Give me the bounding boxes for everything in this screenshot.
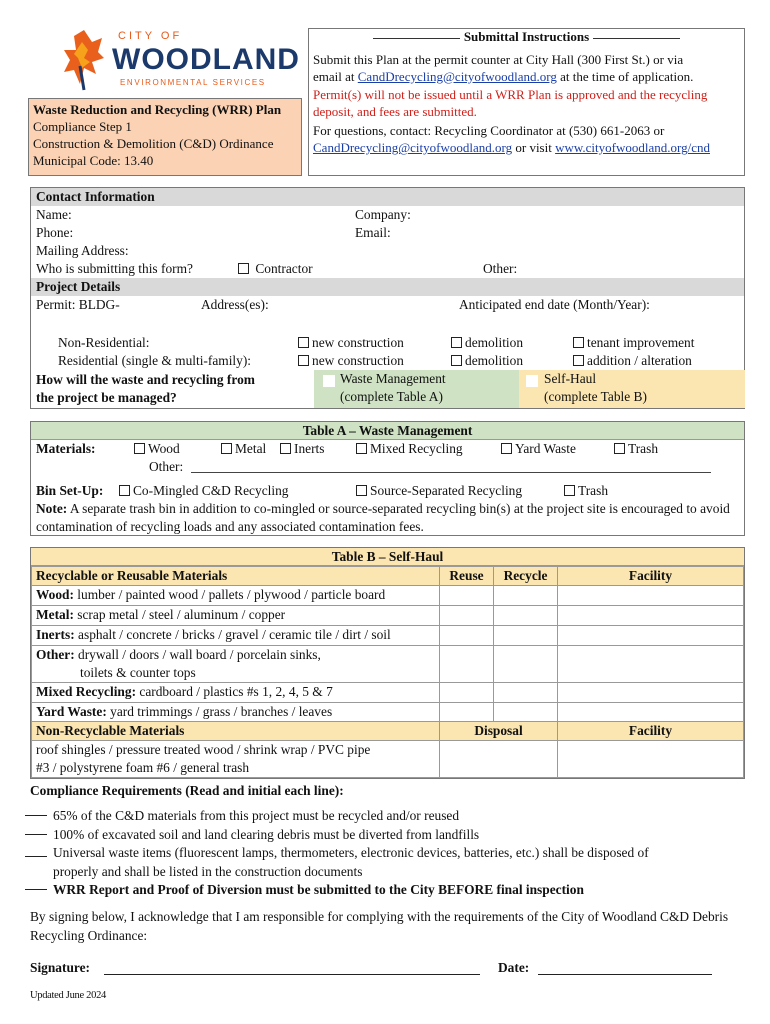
materials-label: Materials: bbox=[36, 441, 96, 456]
reuse-cell[interactable] bbox=[440, 703, 494, 722]
compliance-item-3[interactable]: Universal waste items (fluorescent lamps, thermometers, electronic devices, batteries, etc.) shall be disposed of bbox=[25, 844, 745, 863]
contact-row-4 bbox=[31, 260, 744, 278]
bin-source-checkbox[interactable]: Source-Separated Recycling bbox=[356, 482, 522, 500]
table-a-title: Table A – Waste Management bbox=[31, 422, 744, 440]
nonrec-header bbox=[32, 722, 744, 741]
bin-trash-checkbox[interactable]: Trash bbox=[564, 482, 608, 500]
project-heading: Project Details bbox=[31, 278, 744, 296]
mailing-label[interactable]: Mailing Address: bbox=[36, 243, 129, 258]
leaf-flame-logo-icon bbox=[62, 28, 106, 92]
table-b-header bbox=[32, 567, 744, 586]
col-reuse: Reuse bbox=[440, 567, 494, 586]
facility-cell[interactable] bbox=[558, 606, 744, 626]
compliance-item-4[interactable]: WRR Report and Proof of Diversion must be submitted to the City BEFORE final inspection bbox=[25, 881, 745, 900]
self-haul-table bbox=[31, 566, 744, 778]
other-materials-row bbox=[31, 458, 744, 476]
binsetup-label: Bin Set-Up: bbox=[36, 483, 104, 498]
bin-comingled-checkbox[interactable]: Co-Mingled C&D Recycling bbox=[119, 482, 288, 500]
contractor-checkbox[interactable]: Contractor bbox=[238, 260, 313, 278]
table-row: Other: drywall / doors / wall board / porcelain sinks, toilets & counter tops bbox=[32, 646, 744, 683]
recycle-cell[interactable] bbox=[494, 646, 558, 683]
col-disposal: Disposal bbox=[440, 722, 558, 741]
email-link[interactable]: CandDrecycling@cityofwoodland.org bbox=[357, 68, 557, 84]
facility-cell[interactable] bbox=[558, 646, 744, 683]
city-logo bbox=[60, 28, 300, 94]
contact-project-section bbox=[30, 187, 745, 409]
how-question: How will the waste and recycling from the project be managed? bbox=[36, 372, 255, 405]
table-b-title: Table B – Self-Haul bbox=[31, 548, 744, 566]
other-materials-line[interactable] bbox=[191, 472, 711, 473]
signature-label: Signature: bbox=[30, 960, 91, 975]
compliance-item-1[interactable]: 65% of the C&D materials from this project must be recycled and/or reused bbox=[25, 807, 745, 826]
submittal-contact2: CandDrecycling@cityofwoodland.org or visit www.cityofwoodland.org/cnd bbox=[313, 140, 710, 156]
who-label: Who is submitting this form? bbox=[36, 261, 193, 276]
mat-mixed-checkbox[interactable]: Mixed Recycling bbox=[356, 440, 463, 458]
logo-city-text: CITY OF bbox=[118, 30, 183, 42]
other-materials-label: Other: bbox=[149, 459, 184, 474]
contact-heading: Contact Information bbox=[31, 188, 744, 206]
mat-trash-checkbox[interactable]: Trash bbox=[614, 440, 658, 458]
plan-title: Waste Reduction and Recycling (WRR) Plan bbox=[33, 102, 282, 117]
col-facility: Facility bbox=[558, 567, 744, 586]
nonres-new-checkbox[interactable]: new construction bbox=[298, 334, 404, 352]
date-line[interactable] bbox=[538, 974, 712, 975]
contact-row-1 bbox=[31, 206, 744, 224]
table-row: Yard Waste: yard trimmings / grass / branches / leaves bbox=[32, 703, 744, 722]
email-link-2[interactable]: CandDrecycling@cityofwoodland.org bbox=[313, 140, 513, 156]
address-label[interactable]: Address(es): bbox=[201, 297, 269, 312]
facility-cell[interactable] bbox=[558, 703, 744, 722]
table-b bbox=[30, 547, 745, 779]
submittal-box bbox=[308, 28, 745, 176]
submittal-warning: Permit(s) will not be issued until a WRR Plan is approved and the recycling deposit, and fees are submitted. bbox=[313, 86, 708, 119]
permit-label[interactable]: Permit: BLDG- bbox=[36, 297, 120, 312]
materials-row bbox=[31, 440, 744, 458]
res-demo-checkbox[interactable]: demolition bbox=[451, 352, 523, 370]
addition-checkbox[interactable]: addition / alteration bbox=[573, 352, 692, 370]
submittal-line1: Submit this Plan at the permit counter at City Hall (300 First St.) or via bbox=[313, 51, 684, 67]
compliance-item-2[interactable]: 100% of excavated soil and land clearing debris must be diverted from landfills bbox=[25, 826, 745, 845]
mat-metal-checkbox[interactable]: Metal bbox=[221, 440, 266, 458]
compliance-heading: Compliance Requirements (Read and initial each line): bbox=[30, 783, 344, 798]
facility-cell[interactable] bbox=[558, 586, 744, 606]
logo-name-text: WOODLAND bbox=[112, 43, 300, 76]
phone-label[interactable]: Phone: bbox=[36, 225, 74, 240]
nonres-row bbox=[31, 334, 744, 352]
facility-cell[interactable] bbox=[558, 626, 744, 646]
col-materials: Recyclable or Reusable Materials bbox=[32, 567, 440, 586]
contact-row-2 bbox=[31, 224, 744, 242]
compliance-list bbox=[25, 807, 745, 900]
mat-inerts-checkbox[interactable]: Inerts bbox=[280, 440, 325, 458]
binsetup-row bbox=[31, 482, 744, 500]
res-row bbox=[31, 352, 744, 370]
col-nonrec-facility: Facility bbox=[558, 722, 744, 741]
updated-date: Updated June 2024 bbox=[30, 990, 106, 1001]
email-label[interactable]: Email: bbox=[355, 225, 391, 240]
reuse-cell[interactable] bbox=[440, 626, 494, 646]
reuse-cell[interactable] bbox=[440, 606, 494, 626]
recycle-cell[interactable] bbox=[494, 703, 558, 722]
table-row: Inerts: asphalt / concrete / bricks / gravel / ceramic tile / dirt / soil bbox=[32, 626, 744, 646]
table-a bbox=[30, 421, 745, 536]
plan-info-box bbox=[28, 98, 302, 176]
submittal-contact: For questions, contact: Recycling Coordinator at (530) 661-2063 or bbox=[313, 123, 665, 139]
company-label[interactable]: Company: bbox=[355, 207, 411, 222]
nonrec-facility-cell[interactable] bbox=[558, 741, 744, 778]
plan-ordinance: Construction & Demolition (C&D) Ordinance bbox=[33, 135, 274, 151]
mat-yard-checkbox[interactable]: Yard Waste bbox=[501, 440, 576, 458]
end-date-label[interactable]: Anticipated end date (Month/Year): bbox=[459, 297, 650, 312]
table-row: roof shingles / pressure treated wood / shrink wrap / PVC pipe #3 / polystyrene foam #6 / general trash bbox=[32, 741, 744, 778]
recycle-cell[interactable] bbox=[494, 683, 558, 703]
table-row: Metal: scrap metal / steel / aluminum / copper bbox=[32, 606, 744, 626]
col-nonrec: Non-Recyclable Materials bbox=[32, 722, 440, 741]
spacer-row bbox=[31, 314, 744, 334]
nonres-demo-checkbox[interactable]: demolition bbox=[451, 334, 523, 352]
table-row: Wood: lumber / painted wood / pallets / plywood / particle board bbox=[32, 586, 744, 606]
col-recycle: Recycle bbox=[494, 567, 558, 586]
plan-step: Compliance Step 1 bbox=[33, 118, 132, 134]
table-a-note: Note: A separate trash bin in addition to co-mingled or source-separated recycling bin(s) at the project site is encouraged to avoid contamination of recycling loads and any associated contamination fees. bbox=[36, 501, 730, 534]
recycle-cell[interactable] bbox=[494, 606, 558, 626]
waste-management-option[interactable]: Waste Management (complete Table A) bbox=[314, 370, 519, 408]
project-row-1 bbox=[31, 296, 744, 314]
res-new-checkbox[interactable]: new construction bbox=[298, 352, 404, 370]
management-row bbox=[31, 370, 744, 408]
contact-row-3 bbox=[31, 242, 744, 260]
tenant-checkbox[interactable]: tenant improvement bbox=[573, 334, 694, 352]
compliance-item-3b: properly and shall be listed in the construction documents bbox=[53, 863, 363, 879]
date-label: Date: bbox=[498, 960, 530, 975]
logo-env-text: ENVIRONMENTAL SERVICES bbox=[120, 78, 266, 87]
recycle-cell[interactable] bbox=[494, 586, 558, 606]
reuse-cell[interactable] bbox=[440, 586, 494, 606]
mat-wood-checkbox[interactable]: Wood bbox=[134, 440, 180, 458]
submittal-line2: email at CandDrecycling@cityofwoodland.org at the time of application. bbox=[313, 68, 694, 84]
self-haul-option[interactable]: Self-Haul (complete Table B) bbox=[519, 370, 745, 408]
table-row: Mixed Recycling: cardboard / plastics #s 1, 2, 4, 5 & 7 bbox=[32, 683, 744, 703]
reuse-cell[interactable] bbox=[440, 683, 494, 703]
res-label: Residential (single & multi-family): bbox=[58, 353, 252, 368]
signature-line[interactable] bbox=[104, 974, 480, 975]
facility-cell[interactable] bbox=[558, 683, 744, 703]
recycle-cell[interactable] bbox=[494, 626, 558, 646]
disposal-cell[interactable] bbox=[440, 741, 558, 778]
submittal-heading: Submittal Instructions bbox=[313, 29, 740, 46]
name-label[interactable]: Name: bbox=[36, 207, 72, 222]
other-label[interactable]: Other: bbox=[483, 261, 518, 276]
acknowledge-text: By signing below, I acknowledge that I am responsible for complying with the requirements of the City of Woodland C&D Debris Recycling Ordinance: bbox=[30, 909, 729, 943]
website-link[interactable]: www.cityofwoodland.org/cnd bbox=[555, 140, 710, 156]
nonres-label: Non-Residential: bbox=[58, 335, 150, 350]
plan-code: Municipal Code: 13.40 bbox=[33, 152, 154, 168]
reuse-cell[interactable] bbox=[440, 646, 494, 683]
